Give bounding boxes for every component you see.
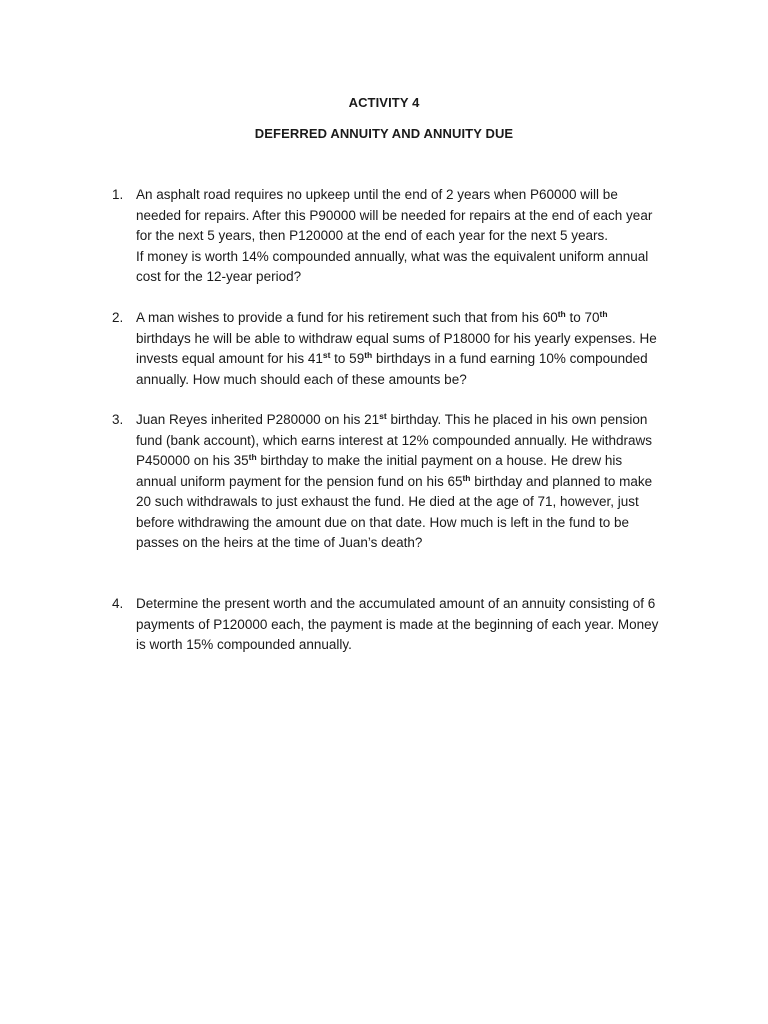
text-segment: birthday and planned to make xyxy=(470,473,653,489)
problem-text xyxy=(136,308,681,390)
text-segment: is worth 15% compounded annually. xyxy=(136,637,352,652)
text-segment: 20 such withdrawals to just exhaust the fund. He died at the age of 71, however, just xyxy=(136,494,639,509)
text-segment: If money is worth 14% compounded annually, what was the equivalent uniform annual xyxy=(136,248,649,264)
text-segment: to 70 xyxy=(565,310,600,325)
text-line xyxy=(136,615,681,636)
text-line xyxy=(136,206,681,227)
text-line xyxy=(136,329,681,350)
text-line xyxy=(136,533,681,554)
ordinal-suffix: st xyxy=(322,350,331,360)
text-segment: payments of P120000 each, the payment is made at the beginning of each year. Money xyxy=(136,616,659,632)
text-segment: Juan Reyes inherited P280000 on his 21 xyxy=(136,412,380,427)
text-line xyxy=(136,451,681,472)
problem-text xyxy=(136,185,681,288)
text-segment: needed for repairs. After this P90000 will be needed for repairs at the end of each year xyxy=(136,207,653,223)
text-segment: for the next 5 years, then P120000 at the end of each year for the next 5 years. xyxy=(136,228,609,243)
text-segment: P450000 on his 35 xyxy=(136,453,249,468)
text-line xyxy=(136,370,681,391)
text-line xyxy=(136,513,681,534)
text-line xyxy=(136,431,681,452)
text-line xyxy=(136,635,681,656)
ordinal-suffix: st xyxy=(379,411,387,421)
text-line xyxy=(136,349,681,370)
activity-title: ACTIVITY 4 xyxy=(348,95,420,110)
ordinal-suffix: th xyxy=(462,472,471,483)
text-segment: fund (bank account), which earns interest at 12% compounded annually. He withdraws xyxy=(136,432,653,448)
text-line xyxy=(136,472,681,493)
problem-number: 1. xyxy=(112,187,124,202)
activity-subtitle: DEFERRED ANNUITY AND ANNUITY DUE xyxy=(254,126,514,141)
problem-number: 3. xyxy=(112,412,124,427)
text-line xyxy=(136,594,681,615)
text-segment: birthday. This he placed in his own pension xyxy=(386,412,648,427)
problem-text xyxy=(136,594,681,656)
text-segment: annual uniform payment for the pension fund on his 65 xyxy=(136,473,463,489)
ordinal-suffix: th xyxy=(599,309,608,319)
text-segment: annually. How much should each of these amounts be? xyxy=(136,371,467,387)
problem-number: 4. xyxy=(112,596,124,611)
text-segment: birthday to make the initial payment on a house. He drew his xyxy=(256,453,623,468)
text-segment: Determine the present worth and the accumulated amount of an annuity consisting of 6 xyxy=(136,596,656,611)
text-line xyxy=(136,410,681,431)
text-segment: An asphalt road requires no upkeep until the end of 2 years when P60000 will be xyxy=(136,187,618,202)
text-segment: passes on the heirs at the time of Juan’s death? xyxy=(136,535,423,550)
text-segment: birthdays in a fund earning 10% compounded xyxy=(372,351,648,366)
ordinal-suffix: th xyxy=(364,350,373,360)
ordinal-suffix: th xyxy=(248,452,257,462)
text-line xyxy=(136,247,681,268)
text-segment: to 59 xyxy=(330,351,365,366)
text-line xyxy=(136,308,681,329)
problem-text xyxy=(136,410,681,554)
text-line xyxy=(136,185,681,206)
text-segment: A man wishes to provide a fund for his retirement such that from his 60 xyxy=(136,310,558,325)
text-line xyxy=(136,267,681,288)
problem-number: 2. xyxy=(112,310,124,325)
text-segment: invests equal amount for his 41 xyxy=(136,351,323,366)
text-segment: before withdrawing the amount due on that date. How much is left in the fund to be xyxy=(136,514,630,530)
text-segment: cost for the 12-year period? xyxy=(136,269,302,284)
text-segment: birthdays he will be able to withdraw equal sums of P18000 for his yearly expenses. He xyxy=(136,330,657,346)
ordinal-suffix: th xyxy=(557,309,566,319)
text-line xyxy=(136,492,681,513)
text-line xyxy=(136,226,681,247)
